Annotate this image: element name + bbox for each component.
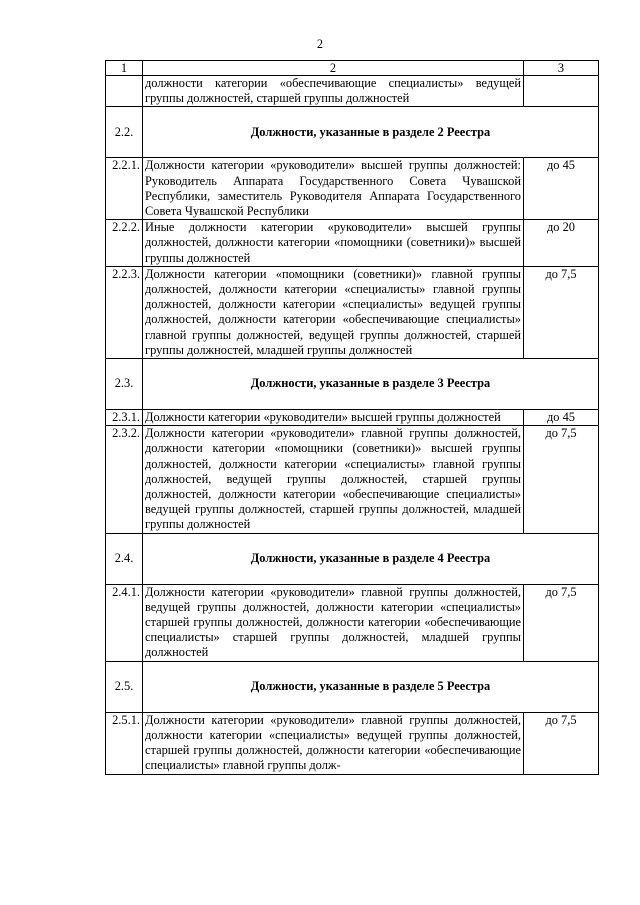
header-col-3: 3	[524, 61, 599, 76]
item-description: Должности категории «руководители» высшей группы должностей	[143, 410, 524, 426]
section-title: Должности, указанные в разделе 3 Реестра	[143, 359, 599, 410]
item-description: Должности категории «руководители» главной группы должностей, должности категории «специалисты» ведущей группы должностей, старшей группы должностей, должности категории «обеспечивающие специалисты» главной группы долж-	[143, 712, 524, 774]
section-number: 2.4.	[106, 533, 143, 584]
table-row	[106, 410, 599, 426]
header-col-1: 1	[106, 61, 143, 76]
item-description: Должности категории «помощники (советники)» главной группы должностей, должности категории «специалисты» главной группы должностей, должности категории «специалисты» ведущей группы должностей, должности категории «обеспечивающие специалисты» главной группы должностей, ведущей группы должностей, старшей группы должностей, младшей группы должностей	[143, 266, 524, 358]
item-value: до 45	[524, 158, 599, 220]
item-value	[524, 76, 599, 107]
item-description: Должности категории «руководители» высшей группы должностей: Руководитель Аппарата Государственного Совета Чувашской Республики, заместитель Руководителя Аппарата Государственного Совета Чувашской Республики	[143, 158, 524, 220]
item-number: 2.3.2.	[106, 426, 143, 533]
registry-table	[105, 60, 599, 775]
table-row	[106, 220, 599, 267]
section-row	[106, 533, 599, 584]
item-description: Должности категории «руководители» главной группы должностей, ведущей группы должностей, должности категории «специалисты» старшей группы должностей, должности категории «обеспечивающие специалисты» старшей группы должностей, младшей группы должностей	[143, 584, 524, 661]
table-row	[106, 712, 599, 774]
table-row	[106, 158, 599, 220]
item-number: 2.3.1.	[106, 410, 143, 426]
item-number: 2.2.2.	[106, 220, 143, 267]
table-header-row	[106, 61, 599, 76]
item-value: до 7,5	[524, 266, 599, 358]
section-number: 2.2.	[106, 107, 143, 158]
item-description: Иные должности категории «руководители» высшей группы должностей, должности категории «помощники (советники)» высшей группы должностей	[143, 220, 524, 267]
table-row	[106, 266, 599, 358]
item-number	[106, 76, 143, 107]
section-number: 2.5.	[106, 661, 143, 712]
table-row	[106, 76, 599, 107]
section-row	[106, 359, 599, 410]
item-number: 2.2.1.	[106, 158, 143, 220]
header-col-2: 2	[143, 61, 524, 76]
page-number: 2	[316, 37, 324, 51]
section-title: Должности, указанные в разделе 5 Реестра	[143, 661, 599, 712]
item-number: 2.5.1.	[106, 712, 143, 774]
item-value: до 7,5	[524, 584, 599, 661]
table-row	[106, 584, 599, 661]
section-row	[106, 661, 599, 712]
section-row	[106, 107, 599, 158]
section-number: 2.3.	[106, 359, 143, 410]
section-title: Должности, указанные в разделе 2 Реестра	[143, 107, 599, 158]
section-title: Должности, указанные в разделе 4 Реестра	[143, 533, 599, 584]
item-value: до 45	[524, 410, 599, 426]
item-number: 2.2.3.	[106, 266, 143, 358]
table-row	[106, 426, 599, 533]
item-number: 2.4.1.	[106, 584, 143, 661]
item-value: до 7,5	[524, 712, 599, 774]
item-description: Должности категории «руководители» главной группы должностей, должности категории «помощники (советники)» высшей группы должностей, должности категории «специалисты» главной группы должностей, ведущей группы должностей, старшей группы должностей, должности категории «обеспечивающие специалисты» ведущей группы должностей, старшей группы должностей, младшей группы должностей	[143, 426, 524, 533]
item-description: должности категории «обеспечивающие специалисты» ведущей группы должностей, старшей группы должностей	[143, 76, 524, 107]
item-value: до 20	[524, 220, 599, 267]
item-value: до 7,5	[524, 426, 599, 533]
